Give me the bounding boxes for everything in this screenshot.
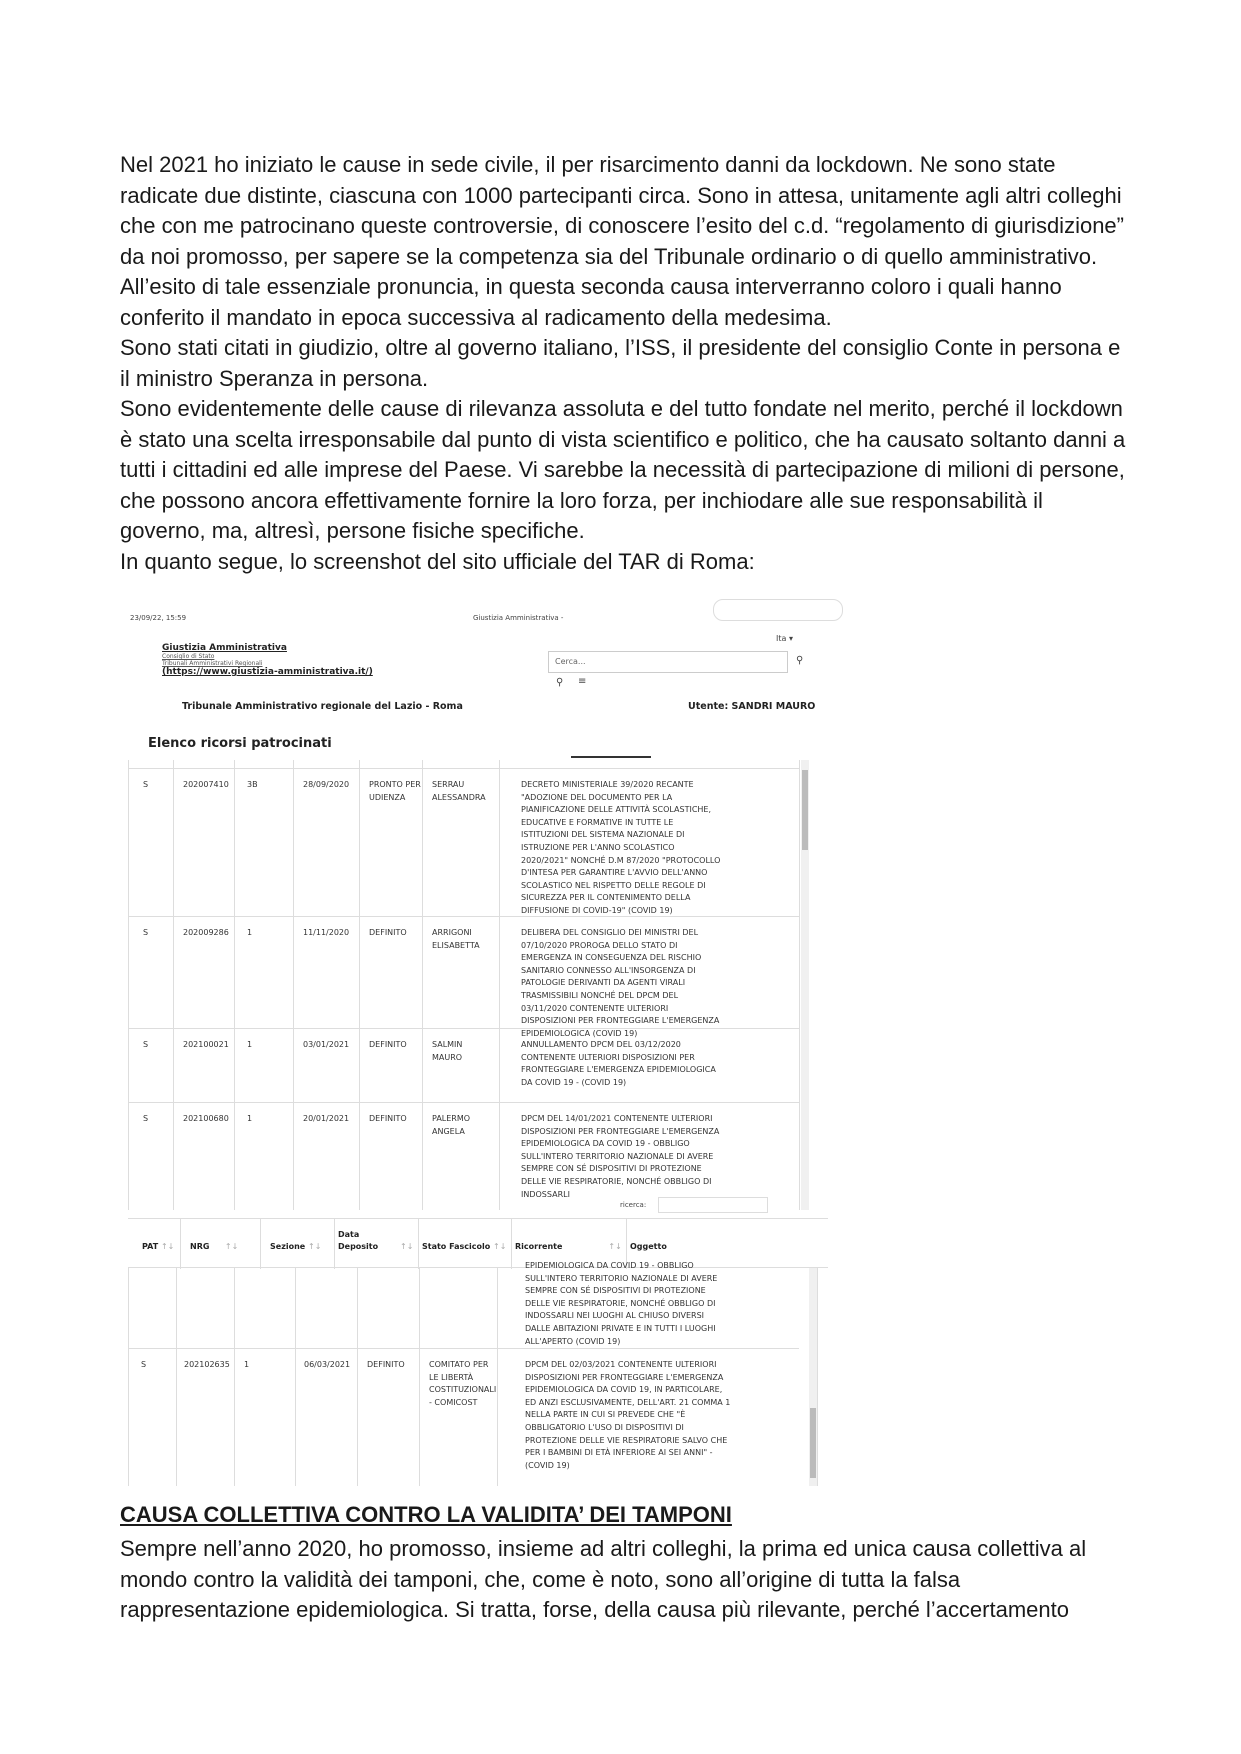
header-sezione[interactable]: Sezione ↑↓: [270, 1242, 322, 1251]
sort-icon[interactable]: ↑↓: [212, 1242, 239, 1251]
cell-ricorrente: SALMIN MAURO: [432, 1040, 463, 1062]
header-oggetto[interactable]: Oggetto: [630, 1242, 667, 1251]
cell-oggetto: DPCM DEL 14/01/2021 CONTENENTE ULTERIORI DISPOSIZIONI PER FRONTEGGIARE L'EMERGENZA EPIDEMIOLOGICA DA COVID 19 - OBBLIGO SULL'INTERO TERRITORIO NAZIONALE DI AVERE SEMPRE CON SÉ DISPOSITIVI DI PROTEZIONE DELLE VIE RESPIRATORIE, NONCHÉ OBBLIGO DI INDOSSARLI: [521, 1114, 720, 1199]
search-label: ricerca:: [620, 1201, 647, 1209]
table-row[interactable]: [129, 1348, 799, 1480]
table-row[interactable]: [129, 1028, 799, 1102]
cell-pat: S: [143, 928, 149, 937]
cell-oggetto: DELIBERA DEL CONSIGLIO DEI MINISTRI DEL 07/10/2020 PROROGA DELLO STATO DI EMERGENZA IN CONSEGUENZA DEL RISCHIO SANITARIO CONNESSO ALL'INSORGENZA DI PATOLOGIE DERIVANTI DA AGENTI VIRALI TRASMISSIBILI NONCHÉ DEL DPCM DEL 03/11/2020 CONTENENTE ULTERIORI DISPOSIZIONI PER FRONTEGGIARE L'EMERGENZA EPIDEMIOLOGICA (COVID 19): [521, 928, 720, 1038]
sort-icon[interactable]: ↑↓: [493, 1242, 507, 1251]
screenshot-timestamp: 23/09/22, 15:59: [130, 614, 187, 622]
intro-text: [120, 150, 1130, 577]
section-title: CAUSA COLLETTIVA CONTRO LA VALIDITA’ DEI TAMPONI: [120, 1502, 732, 1527]
table-search-input[interactable]: [658, 1197, 768, 1213]
menu-icon[interactable]: ≡: [578, 676, 587, 687]
cell-nrg[interactable]: 202100680: [183, 1114, 229, 1123]
cell-pat: S: [143, 1040, 149, 1049]
cell-nrg[interactable]: 202009286: [183, 928, 229, 937]
tar-screenshot-2: [128, 1218, 828, 1486]
list-title: Elenco ricorsi patrocinati: [148, 736, 332, 751]
closing-paragraph: Sempre nell’anno 2020, ho promosso, insieme ad altri colleghi, la prima ed unica causa collettiva al mondo contro la validità dei tamponi, che, come è noto, sono all’origine di tutta la falsa rappresentazione epidemiologica. Si tratta, forse, della causa più rilevante, perché l’accertamento: [120, 1536, 1087, 1622]
table-scrollbar[interactable]: [809, 1268, 817, 1486]
continued-oggetto: EPIDEMIOLOGICA DA COVID 19 - OBBLIGO SULL'INTERO TERRITORIO NAZIONALE DI AVERE SEMPRE CON SÉ DISPOSITIVI DI PROTEZIONE DELLE VIE RESPIRATORIE, NONCHÉ OBBLIGO DI INDOSSARLI NEI LUOGHI AL CHIUSO DIVERSI DALLE ABITAZIONI PRIVATE E IN TUTTI I LUOGHI ALL'APERTO (COVID 19): [525, 1261, 718, 1346]
cell-data: 03/01/2021: [303, 1040, 350, 1049]
language-selector[interactable]: Ita ▾: [776, 634, 793, 643]
intro-paragraph-5: In quanto segue, lo screenshot del sito ufficiale del TAR di Roma:: [120, 548, 755, 574]
search-input[interactable]: Cerca...: [548, 651, 788, 673]
cell-ricorrente: SERRAU ALESSANDRA: [432, 780, 486, 802]
header-pat[interactable]: PAT ↑↓: [142, 1242, 175, 1251]
chevron-down-icon: ▾: [788, 634, 793, 643]
user-label: Utente: SANDRI MAURO: [688, 701, 816, 712]
logo-subtitle-2: Tribunali Amministrativi Regionali: [162, 660, 263, 667]
logo-subtitle-1: Consiglio di Stato: [162, 653, 215, 660]
search-icon[interactable]: ⚲: [796, 655, 804, 666]
table-row[interactable]: [129, 916, 799, 1038]
cell-oggetto: DPCM DEL 02/03/2021 CONTENENTE ULTERIORI DISPOSIZIONI PER FRONTEGGIARE L'EMERGENZA EPIDEMIOLOGICA DA COVID 19, IN PARTICOLARE, ED ANZI ESCLUSIVAMENTE, DELL'ART. 21 COMMA 1 NELLA PARTE IN CUI SI PREVEDE CHE "È OBBLIGATORIO L'USO DI DISPOSITIVI DI PROTEZIONE DELLE VIE RESPIRATORIE SALVO CHE PER I BAMBINI DI ETÀ INFERIORE AI SEI ANNI" - (COVID 19): [525, 1360, 731, 1470]
logo-title: Giustizia Amministrativa: [162, 643, 287, 653]
cell-nrg[interactable]: 202007410: [183, 780, 229, 789]
intro-paragraph-1: Nel 2021 ho iniziato le cause in sede civile, il per risarcimento danni da lockdown. Ne sono state radicate due distinte, ciascuna con 1000 partecipanti circa. Sono in attesa, unitamente agli altri colleghi che con me patrocinano queste controversie, di conoscere l’esito del c.d. “regolamento di giurisdizione” da noi promosso, per sapere se la competenza sia del Tribunale ordinario o di quello amministrativo.: [120, 152, 1124, 269]
cell-sezione: 1: [247, 1040, 253, 1049]
table-row[interactable]: [129, 768, 799, 916]
cell-data: 28/09/2020: [303, 780, 350, 789]
header-stato-fascicolo[interactable]: Stato Fascicolo ↑↓: [422, 1242, 507, 1251]
cell-pat: S: [143, 1114, 149, 1123]
tar-screenshot-1: [128, 609, 828, 1214]
scrollbar-thumb[interactable]: [810, 1408, 816, 1478]
logo-url: (https://www.giustizia-amministrativa.it/): [162, 667, 373, 677]
cell-data: 20/01/2021: [303, 1114, 350, 1123]
cell-stato: DEFINITO: [367, 1360, 405, 1369]
cell-stato: DEFINITO: [369, 1040, 407, 1049]
cell-oggetto: ANNULLAMENTO DPCM DEL 03/12/2020 CONTENENTE ULTERIORI DISPOSIZIONI PER FRONTEGGIARE L'EMERGENZA EPIDEMIOLOGICA DA COVID 19 - (COVID 19): [521, 1040, 716, 1087]
site-logo[interactable]: [162, 643, 373, 677]
browser-pill: [713, 599, 843, 621]
scrollbar-thumb[interactable]: [802, 770, 808, 850]
cell-sezione: 1: [244, 1360, 250, 1369]
cell-sezione: 3B: [247, 780, 258, 789]
court-name: Tribunale Amministrativo regionale del Lazio - Roma: [182, 701, 463, 712]
cell-oggetto: DECRETO MINISTERIALE 39/2020 RECANTE "ADOZIONE DEL DOCUMENTO PER LA PIANIFICAZIONE DELLE ATTIVITÀ SCOLASTICHE, EDUCATIVE E FORMATIVE IN TUTTE LE ISTITUZIONI DEL SISTEMA NAZIONALE DI ISTRUZIONE PER L'ANNO SCOLASTICO 2020/2021" NONCHÉ D.M 87/2020 "PROTOCOLLO D'INTESA PER GARANTIRE L'AVVIO DELL'ANNO SCOLASTICO NEL RISPETTO DELLE REGOLE DI SICUREZZA PER IL CONTENIMENTO DELLA DIFFUSIONE DI COVID-19" (COVID 19): [521, 780, 721, 915]
cell-sezione: 1: [247, 1114, 253, 1123]
browser-title: Giustizia Amministrativa -: [473, 614, 564, 622]
header-nrg[interactable]: NRG ↑↓: [190, 1242, 239, 1251]
sort-icon[interactable]: ↑↓: [160, 1242, 175, 1251]
cell-nrg[interactable]: 202102635: [184, 1360, 230, 1369]
cell-pat: S: [141, 1360, 147, 1369]
intro-paragraph-2: All’esito di tale essenziale pronuncia, in questa seconda causa interverranno coloro i quali hanno conferito il mandato in epoca successiva al radicamento della medesima.: [120, 274, 1062, 330]
table-row[interactable]: [129, 1102, 799, 1210]
cell-data: 06/03/2021: [304, 1360, 351, 1369]
cell-stato: PRONTO PER UDIENZA: [369, 780, 421, 802]
search-icon-2[interactable]: ⚲: [556, 677, 564, 688]
sort-icon[interactable]: ↑↓: [400, 1242, 414, 1251]
tab-underline: [571, 756, 651, 758]
cell-data: 11/11/2020: [303, 928, 350, 937]
cell-ricorrente: COMITATO PER LE LIBERTÀ COSTITUZIONALI - COMICOST: [429, 1360, 497, 1407]
cell-stato: DEFINITO: [369, 1114, 407, 1123]
header-ricorrente[interactable]: Ricorrente ↑↓: [515, 1242, 622, 1251]
intro-paragraph-4: Sono evidentemente delle cause di rilevanza assoluta e del tutto fondate nel merito, perché il lockdown è stato una scelta irresponsabile dal punto di vista scientifico e politico, che ha causato soltanto danni a tutti i cittadini ed alle imprese del Paese. Vi sarebbe la necessità di partecipazione di milioni di persone, che possono ancora effettivamente fornire la loro forza, per inchiodare alle sue responsabilità il governo, ma, altresì, persone fisiche specifiche.: [120, 396, 1126, 543]
cell-sezione: 1: [247, 928, 253, 937]
cell-stato: DEFINITO: [369, 928, 407, 937]
sort-icon[interactable]: ↑↓: [308, 1242, 322, 1251]
ricorsi-table: [128, 760, 800, 1210]
cell-ricorrente: PALERMO ANGELA: [432, 1114, 471, 1136]
intro-paragraph-3: Sono stati citati in giudizio, oltre al governo italiano, l’ISS, il presidente del consiglio Conte in persona e il ministro Speranza in persona.: [120, 335, 1121, 391]
table-scrollbar[interactable]: [801, 760, 809, 1210]
cell-ricorrente: ARRIGONI ELISABETTA: [432, 928, 480, 950]
table-body: [128, 1261, 818, 1486]
sort-icon[interactable]: ↑↓: [565, 1242, 622, 1251]
cell-pat: S: [143, 780, 149, 789]
header-data-deposito[interactable]: Data Deposito: [338, 1230, 379, 1251]
cell-nrg[interactable]: 202100021: [183, 1040, 229, 1049]
